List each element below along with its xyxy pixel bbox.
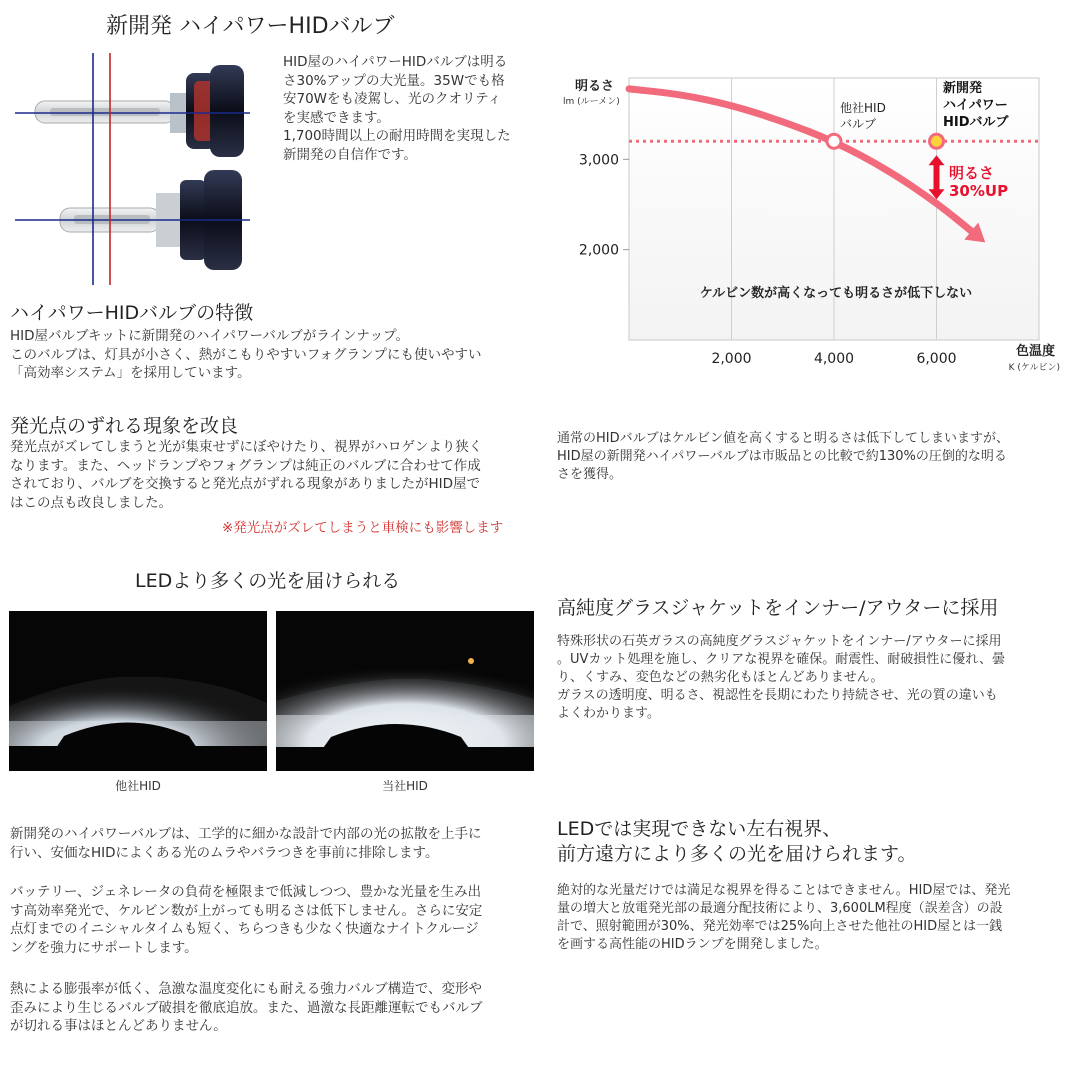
x-tick-label: 2,000 [711,351,752,367]
features-line: このバルブは、灯具が小さく、熱がこもりやすいフォグランプにも使いやすい [10,346,482,363]
glass-line: 。UVカット処理を施し、クリアな視界を確保。耐震性、耐破損性に優れ、曇 [557,652,1006,667]
lr-heading [557,817,916,867]
lr-line: 計で、照射範囲が30%、発光効率では25%向上させた他社のHID屋とは一銭 [557,919,1003,934]
new-hid-label: ハイパワー [943,98,1008,113]
brightness-chart [555,60,1070,380]
up-label: 明るさ [949,164,995,182]
focal-heading: 発光点のずれる現象を改良 [10,415,239,437]
chart-desc-line: 通常のHIDバルブはケルビン値を高くすると明るさは低下してしまいますが、 [557,431,1009,446]
page-title: 新開発 ハイパワーHIDバルブ [106,14,395,39]
y-axis-unit: lm (ルーメン) [563,97,620,107]
intro-line: HID屋のハイパワーHIDバルブは明る [283,54,508,70]
intro-line: を実感できます。 [283,109,390,126]
body-line: 新開発のハイパワーバルブは、工学的に細かな設計で内部の光の拡散を上手に [10,826,482,842]
body-line: 点灯までのイニシャルタイムも短く、ちらつきも少なく快適なナイトクルージ [10,921,479,937]
body-paragraph-1 [10,825,540,862]
body-line: 行い、安価なHIDによくある光のムラやバラつきを事前に排除します。 [10,844,439,861]
new-hid-point [930,134,944,148]
y-axis-label: 明るさ [575,79,615,94]
focal-text [10,438,540,512]
lr-heading-line: 前方遠方により多くの光を届けられます。 [557,843,917,865]
chart-desc-line: さを獲得。 [557,467,623,482]
features-line: 「高効率システム」を採用しています。 [10,365,251,381]
other-hid-label: バルブ [840,117,877,131]
y-gridlines [623,159,629,249]
body-paragraph-3 [10,980,540,1036]
x-tick-label: 4,000 [813,351,855,367]
photo-our-hid [276,611,534,771]
up-arrow-shaft [934,163,940,191]
body-line: バッテリー、ジェネレータの負荷を極限まで低減しつつ、豊かな光量を生み出 [10,884,482,900]
intro-line: さ30%アップの大光量。35Wでも格 [283,72,505,89]
lr-line: を画する高性能のHIDランプを開発しました。 [557,937,828,952]
glass-heading: 高純度グラスジャケットをインナー/アウターに採用 [557,597,999,619]
body-line: す高効率発光で、ケルビン数が上がっても明るさは低下しません。さらに安定 [10,902,483,919]
chart-annotation: ケルビン数が高くなっても明るさが低下しない [699,286,973,301]
lr-text [557,882,1072,954]
glass-line: り、くすみ、変色などの熱劣化もほとんどありません。 [557,670,884,685]
caption-our-hid: 当社HID [382,779,428,793]
features-text [10,327,540,383]
body-line: 歪みにより生じるバルブ破損を徹底追放。また、過激な長距離運転でもバルブ [10,999,483,1016]
chart-desc-line: HID屋の新開発ハイパワーバルブは市販品との比較で約130%の圧倒的な明る [557,449,1007,464]
y-tick-label: 2,000 [578,242,619,259]
lr-line: 絶対的な光量だけでは満足な視界を得ることはできません。HID屋では、発光 [557,883,1011,898]
glass-line: 特殊形状の石英ガラスの高純度グラスジャケットをインナー/アウターに採用 [557,634,1002,649]
bulb-top [35,65,244,157]
focal-line: なります。また、ヘッドランプやフォグランプは純正のバルブに合わせて作成 [10,457,481,474]
body-line: ングを強力にサポートします。 [10,939,198,956]
glass-line: ガラスの透明度、明るさ、視認性を長期にわたり持続させ、光の質の違いも [557,688,998,703]
glass-line: よくわかります。 [557,706,660,721]
chart-description [557,430,1072,484]
new-hid-label: 新開発 [943,81,983,96]
glass-text [557,633,1072,723]
x-axis-unit: K (ケルビン) [1008,363,1060,373]
features-heading: ハイパワーHIDバルブの特徴 [10,302,254,324]
bulb-illustration [10,45,250,285]
up-label: 30%UP [949,182,1009,200]
lr-line: 量の増大と放電発光部の最適分配技術により、3,600LM程度（誤差含）の設 [557,901,1003,916]
other-hid-label: 他社HID [840,101,886,115]
led-heading: LEDより多くの光を届けられる [135,570,401,592]
lr-heading-line: LEDでは実現できない左右視界、 [557,818,842,840]
photo-other-hid [9,611,267,771]
new-hid-label: HIDバルブ [943,115,1009,130]
x-tick-label: 6,000 [916,351,957,367]
caption-other-hid: 他社HID [115,779,161,793]
intro-line: 新開発の自信作です。 [283,146,417,163]
other-hid-point [827,134,841,148]
focal-line: 発光点がズレてしまうと光が集束せずにぼやけたり、視界がハロゲンより狭く [10,439,483,455]
features-line: HID屋バルブキットに新開発のハイパワーバルブがラインナップ。 [10,328,410,344]
body-line: 熱による膨張率が低く、急激な温度変化にも耐える強力バルブ構造で、変形や [10,981,482,997]
x-axis-label: 色温度 [1015,344,1055,359]
focal-line: はこの点も改良しました。 [10,494,172,511]
focal-note: ※発光点がズレてしまうと車検にも影響します [222,520,504,536]
focal-line: されており、バルブを交換すると発光点がずれる現象がありましたがHID屋で [10,476,481,492]
intro-line: 1,700時間以上の耐用時間を実現した [283,128,511,144]
intro-text [283,53,543,164]
intro-line: 安70Wをも凌駕し、光のクオリティ [283,91,502,107]
y-tick-label: 3,000 [578,152,619,169]
body-line: が切れる事はほとんどありません。 [10,1018,227,1034]
body-paragraph-2 [10,883,540,957]
